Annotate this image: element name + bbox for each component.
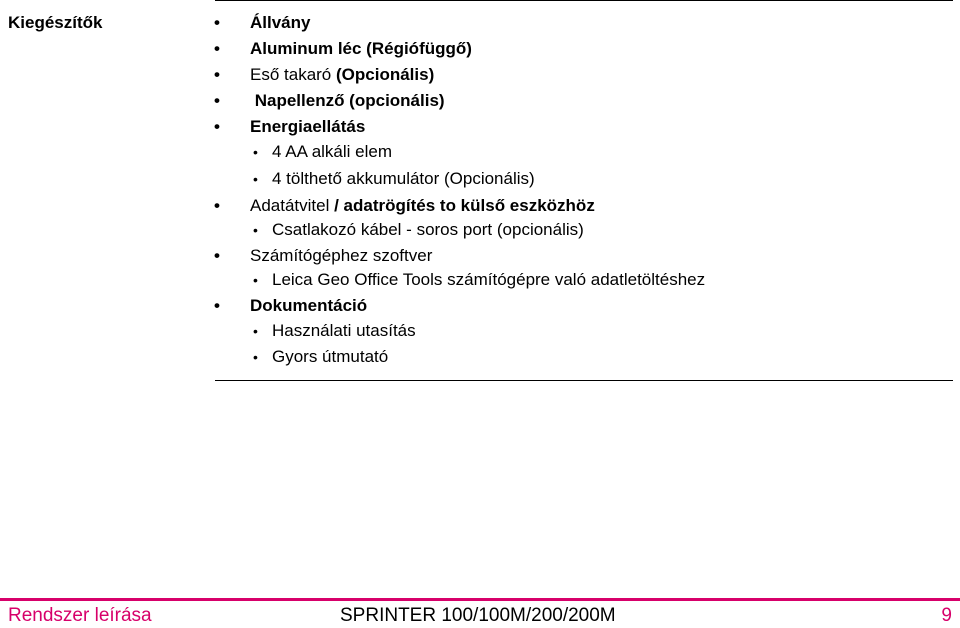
sub-item-label: Használati utasítás [272, 321, 416, 340]
item-label-plain: Adatátvitel [250, 196, 335, 215]
bullet-icon: • [214, 246, 220, 265]
bullet-icon: • [214, 196, 220, 215]
section-end-rule [215, 380, 953, 381]
bullet-icon: • [214, 296, 220, 315]
sub-item-label: 4 AA alkáli elem [272, 142, 393, 161]
footer-product-name: SPRINTER 100/100M/200/200M [340, 605, 616, 626]
item-label: Dokumentáció [250, 296, 368, 315]
item-label-plain: Eső takaró [250, 65, 336, 84]
footer-page-number: 9 [941, 605, 952, 626]
item-label-bold: (Opcionális) [336, 65, 435, 84]
item-label: Napellenző (opcionális) [250, 91, 445, 110]
bullet-icon: • [214, 91, 220, 110]
sub-bullet-icon: • [253, 349, 258, 365]
bullet-icon: • [214, 13, 220, 32]
item-label: Számítógéphez szoftver [250, 246, 433, 265]
bullet-icon: • [214, 39, 220, 58]
section-title: Kiegészítők [8, 13, 103, 32]
item-label: Állvány [250, 13, 311, 32]
sub-bullet-icon: • [253, 323, 258, 339]
sub-bullet-icon: • [253, 272, 258, 288]
sub-item-label: Gyors útmutató [272, 347, 389, 366]
item-label-bold: / adatrögítés to külső eszközhöz [334, 196, 595, 215]
sub-bullet-icon: • [253, 144, 258, 160]
sub-bullet-icon: • [253, 171, 258, 187]
top-rule [215, 0, 953, 1]
sub-item-label: 4 tölthető akkumulátor (Opcionális) [272, 169, 535, 188]
item-label [250, 64, 434, 86]
item-label [250, 195, 595, 217]
item-label: Energiaellátás [250, 117, 366, 136]
sub-bullet-icon: • [253, 222, 258, 238]
sub-item-label: Leica Geo Office Tools számítógépre való adatletöltéshez [272, 270, 706, 289]
sub-item-label: Csatlakozó kábel - soros port (opcionális) [272, 220, 584, 239]
footer-chapter-title: Rendszer leírása [8, 605, 152, 626]
bullet-icon: • [214, 65, 220, 84]
item-label: Aluminum léc (Régiófüggő) [250, 39, 472, 58]
bullet-icon: • [214, 117, 220, 136]
footer-rule [0, 598, 960, 601]
